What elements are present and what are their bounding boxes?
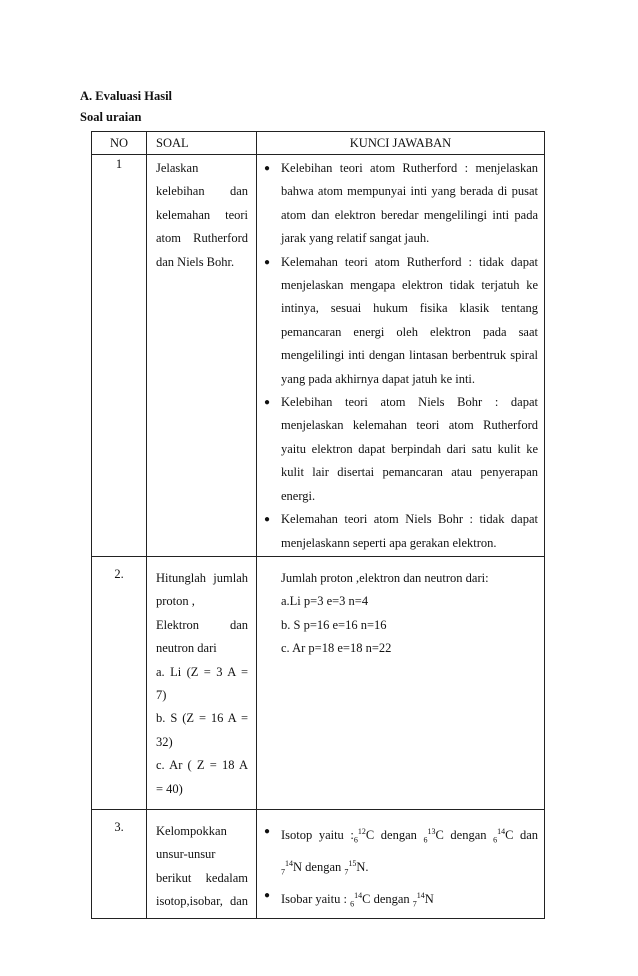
answer-line: Jumlah proton ,elektron dan neutron dari: [281, 571, 489, 585]
mass-number: 14 [285, 859, 293, 869]
row-number: 3. [92, 810, 147, 919]
question-line: = 40) [156, 781, 183, 796]
mass-number: 15 [348, 859, 357, 869]
question-line: Jelaskan [156, 161, 199, 175]
bullet-icon: ● [264, 826, 271, 837]
answer-line: a.Li p=3 e=3 n=4 [281, 594, 369, 609]
question-line: unsur-unsur [156, 847, 216, 862]
question-line: 32) [156, 734, 173, 749]
connector-text: dengan [373, 892, 410, 907]
answer-line: b. S p=16 e=16 n=16 [281, 617, 387, 632]
question-line: dan Niels Bohr. [156, 254, 235, 269]
element-symbol: C [505, 828, 514, 843]
answer-cell [257, 557, 545, 810]
isobar-label: Isobar yaitu : [281, 892, 347, 907]
atomic-number: 7 [344, 867, 349, 877]
bullet-icon: ● [264, 514, 271, 526]
atomic-number: 6 [353, 835, 358, 845]
answer-text: Kelebihan teori atom Rutherford : menjelaskan bahwa atom mempunyai inti yang berada di pusat atom dan elektron beredar mengelilingi inti pada jarak yang relatif sangat jauh. [281, 161, 538, 246]
answer-text: Kelebihan teori atom Niels Bohr : dapat menjelaskan kelemahan teori atom Rutherford yaitu elektron dapat berpindah dari satu kulit ke kulit lair disertai pemancaran atau penyerapan energi. [281, 395, 538, 503]
question-line: a. Li (Z = 3 A = [156, 664, 248, 679]
section-title: A. Evaluasi Hasil [80, 89, 173, 103]
atomic-number: 7 [412, 899, 417, 909]
question-line: Elektron dan [156, 617, 248, 632]
header-kunci-jawaban: KUNCI JAWABAN [257, 132, 545, 155]
question-line: Kelompokkan [156, 824, 227, 838]
table-header-row [92, 132, 545, 155]
header-no: NO [92, 132, 147, 155]
bullet-icon: ● [264, 163, 271, 174]
list-item [257, 820, 538, 884]
connector-text: dan [520, 828, 539, 843]
isotop-label: Isotop yaitu : [281, 828, 354, 843]
mass-number: 14 [354, 891, 363, 901]
question-line: neutron dari [156, 641, 217, 656]
mass-number: 14 [416, 891, 425, 901]
question-line: c. Ar ( Z = 18 A [156, 758, 248, 773]
answer-line: c. Ar p=18 e=18 n=22 [281, 641, 392, 656]
question-line: kelemahan teori [156, 207, 248, 222]
question-cell [147, 155, 257, 557]
row-number: 1 [92, 155, 147, 557]
connector-text: dengan [380, 828, 417, 843]
list-item [257, 508, 538, 555]
answer-text: Kelemahan teori atom Niels Bohr : tidak dapat menjelaskann seperti apa gerakan elektron. [281, 512, 538, 550]
mass-number: 14 [497, 827, 506, 836]
row-number: 2. [92, 557, 147, 810]
table-row [92, 155, 545, 557]
question-line: isotop,isobar, dan [156, 894, 248, 909]
question-line: atom Rutherford [156, 231, 248, 246]
question-line: berikut kedalam [156, 870, 248, 885]
element-symbol: C [365, 828, 375, 843]
atomic-number: 6 [350, 899, 355, 909]
connector-text: dengan [450, 828, 487, 843]
connector-text: dengan [305, 860, 342, 875]
table-row [92, 557, 545, 810]
table-row [92, 810, 545, 919]
mass-number: 13 [427, 827, 436, 836]
bullet-icon: ● [264, 397, 271, 409]
question-line: proton , [156, 594, 195, 609]
question-cell [147, 810, 257, 919]
atomic-number: 6 [423, 835, 428, 845]
question-line: 7) [156, 688, 167, 703]
question-cell [147, 557, 257, 810]
answer-key-table [91, 131, 545, 919]
element-symbol: C [435, 828, 444, 843]
header-soal: SOAL [147, 132, 257, 155]
question-line: kelebihan dan [156, 184, 248, 199]
answer-cell [257, 810, 545, 919]
list-item [257, 884, 538, 916]
question-line: Hitunglah jumlah [156, 571, 248, 585]
question-line: b. S (Z = 16 A = [156, 711, 248, 726]
subtitle: Soal uraian [80, 110, 142, 124]
mass-number: 12 [357, 827, 366, 836]
list-item [257, 391, 538, 508]
list-item [257, 157, 538, 251]
element-symbol: C [362, 892, 371, 907]
answer-cell [257, 155, 545, 557]
element-symbol: N. [356, 860, 369, 875]
atomic-number: 6 [493, 835, 498, 845]
list-item [257, 251, 538, 391]
element-symbol: N [424, 892, 434, 907]
element-symbol: N [293, 860, 303, 875]
answer-text: Kelemahan teori atom Rutherford : tidak dapat menjelaskan mengapa elektron tidak terjatuh ke intinya, sesuai hukum fisika klasik tentang pemancaran energi oleh elektron pada saat mengelilingi inti dengan lintasan berbentruk spiral yang pada akhirnya dapat jatuh ke inti. [281, 254, 538, 386]
atomic-number: 7 [281, 867, 285, 877]
bullet-icon: ● [264, 256, 271, 268]
bullet-icon: ● [264, 890, 271, 902]
